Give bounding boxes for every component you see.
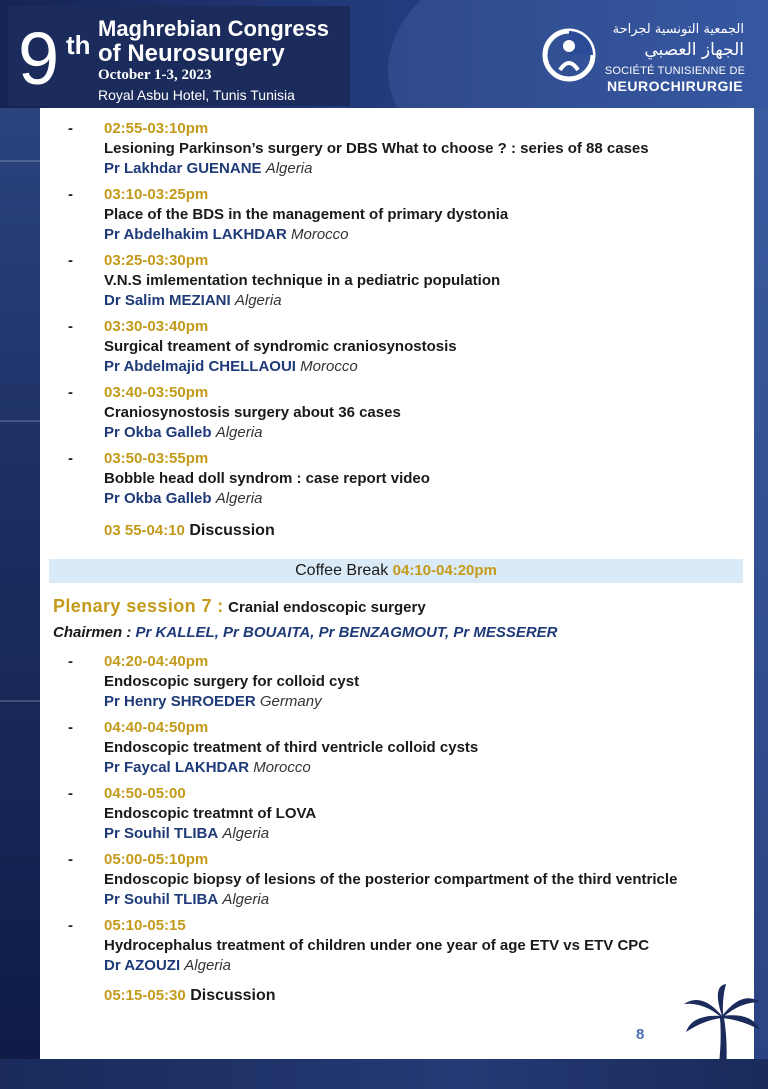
society-arabic-line1: الجمعية التونسية لجراحة	[612, 22, 744, 37]
session-chairmen	[53, 624, 558, 641]
congress-title-line1: Maghrebian Congress	[98, 16, 330, 41]
talk-title: Lesioning Parkinson’s surgery or DBS What to choose ? : series of 88 cases	[104, 140, 649, 157]
speaker-name: Pr Abdelhakim LAKHDAR	[104, 226, 287, 243]
discussion-slot	[104, 522, 275, 540]
speaker-name: Pr Faycal LAKHDAR	[104, 759, 250, 776]
congress-dates: October 1-3, 2023	[98, 67, 212, 83]
talk-time: 03:10-03:25pm	[104, 186, 209, 203]
chairmen-label: Chairmen :	[53, 624, 132, 641]
list-bullet: -	[68, 917, 73, 934]
list-bullet: -	[68, 318, 73, 335]
list-bullet: -	[68, 785, 73, 802]
talk-title: Place of the BDS in the management of primary dystonia	[104, 206, 509, 223]
talk-speaker	[104, 693, 322, 710]
speaker-country: Algeria	[234, 292, 282, 309]
talk-title: Endoscopic treatment of third ventricle colloid cysts	[104, 739, 479, 756]
speaker-name: Pr Souhil TLIBA	[104, 891, 219, 908]
speaker-country: Algeria	[265, 160, 313, 177]
society-logo-icon	[540, 26, 598, 84]
speaker-country: Algeria	[222, 825, 270, 842]
congress-venue: Royal Asbu Hotel, Tunis Tunisia	[98, 87, 295, 103]
speaker-country: Algeria	[215, 424, 263, 441]
speaker-country: Morocco	[253, 759, 311, 776]
list-bullet: -	[68, 653, 73, 670]
talk-title: Surgical treament of syndromic craniosynostosis	[104, 338, 457, 355]
discussion-label: Discussion	[190, 987, 276, 1004]
discussion-time: 03 55-04:10	[104, 522, 185, 539]
talk-speaker	[104, 424, 262, 441]
right-decorative-edge	[754, 108, 768, 1059]
talk-speaker	[104, 957, 231, 974]
talk-speaker	[104, 160, 312, 177]
coffee-break-time: 04:10-04:20pm	[392, 562, 497, 579]
talk-title: Endoscopic biopsy of lesions of the posterior compartment of the third ventricle	[104, 871, 678, 888]
list-bullet: -	[68, 384, 73, 401]
society-french-line2: NEUROCHIRURGIE	[606, 78, 744, 94]
talk-speaker	[104, 358, 358, 375]
society-arabic-line2: الجهاز العصبي	[644, 40, 744, 60]
talk-time: 03:40-03:50pm	[104, 384, 209, 401]
speaker-country: Algeria	[184, 957, 231, 974]
speaker-country: Algeria	[222, 891, 270, 908]
talk-speaker	[104, 825, 269, 842]
talk-title: Hydrocephalus treatment of children under one year of age ETV vs ETV CPC	[104, 937, 650, 954]
coffee-break-banner	[49, 559, 743, 583]
talk-time: 05:00-05:10pm	[104, 851, 209, 868]
session-label: Plenary session 7 :	[53, 596, 224, 616]
list-bullet: -	[68, 450, 73, 467]
talk-time: 04:50-05:00	[104, 785, 186, 802]
list-bullet: -	[68, 120, 73, 137]
left-decorative-band	[0, 0, 40, 1089]
talk-speaker	[104, 226, 349, 243]
speaker-name: Pr Abdelmajid CHELLAOUI	[104, 358, 296, 375]
talk-time: 03:50-03:55pm	[104, 450, 209, 467]
speaker-name: Pr Okba Galleb	[104, 424, 212, 441]
talk-speaker	[104, 891, 269, 908]
list-bullet: -	[68, 851, 73, 868]
session-subtitle: Cranial endoscopic surgery	[228, 599, 426, 616]
page-number: 8	[636, 1026, 645, 1043]
talk-time: 03:25-03:30pm	[104, 252, 209, 269]
speaker-name: Pr Lakhdar GUENANE	[104, 160, 262, 177]
talk-title: V.N.S imlementation technique in a pediatric population	[104, 272, 501, 289]
speaker-country: Germany	[259, 693, 322, 710]
speaker-name: Dr Salim MEZIANI	[104, 292, 231, 309]
discussion-time: 05:15-05:30	[104, 987, 186, 1004]
bottom-decorative-band	[0, 1059, 768, 1089]
speaker-country: Algeria	[215, 490, 263, 507]
speaker-country: Morocco	[290, 226, 349, 243]
talk-speaker	[104, 292, 282, 309]
speaker-country: Morocco	[300, 358, 358, 375]
talk-time: 04:20-04:40pm	[104, 653, 209, 670]
congress-title-line2: of Neurosurgery	[98, 40, 285, 67]
society-french-line1: SOCIÉTÉ TUNISIENNE DE	[604, 65, 746, 77]
speaker-name: Pr Okba Galleb	[104, 490, 212, 507]
talk-title: Endoscopic treatmnt of LOVA	[104, 805, 317, 822]
discussion-slot	[104, 987, 276, 1005]
talk-time: 05:10-05:15	[104, 917, 186, 934]
coffee-break-label: Coffee Break	[295, 562, 389, 579]
discussion-label: Discussion	[189, 522, 275, 539]
talk-speaker	[104, 490, 262, 507]
palm-tree-icon	[682, 982, 762, 1072]
edition-suffix: th	[66, 30, 91, 60]
edition-number: 9	[18, 17, 60, 100]
talk-title: Craniosynostosis surgery about 36 cases	[104, 404, 401, 421]
talk-title: Bobble head doll syndrom : case report video	[104, 470, 430, 487]
talk-title: Endoscopic surgery for colloid cyst	[104, 673, 360, 690]
talk-time: 04:40-04:50pm	[104, 719, 209, 736]
talk-time: 03:30-03:40pm	[104, 318, 209, 335]
speaker-name: Dr AZOUZI	[104, 957, 181, 974]
speaker-name: Pr Henry SHROEDER	[104, 693, 256, 710]
talk-time: 02:55-03:10pm	[104, 120, 209, 137]
page-header	[0, 0, 768, 108]
chairmen-names: Pr KALLEL, Pr BOUAITA, Pr BENZAGMOUT, Pr MESSERER	[135, 624, 558, 641]
list-bullet: -	[68, 186, 73, 203]
speaker-name: Pr Souhil TLIBA	[104, 825, 219, 842]
list-bullet: -	[68, 252, 73, 269]
talk-speaker	[104, 759, 311, 776]
list-bullet: -	[68, 719, 73, 736]
session-heading	[53, 596, 426, 617]
